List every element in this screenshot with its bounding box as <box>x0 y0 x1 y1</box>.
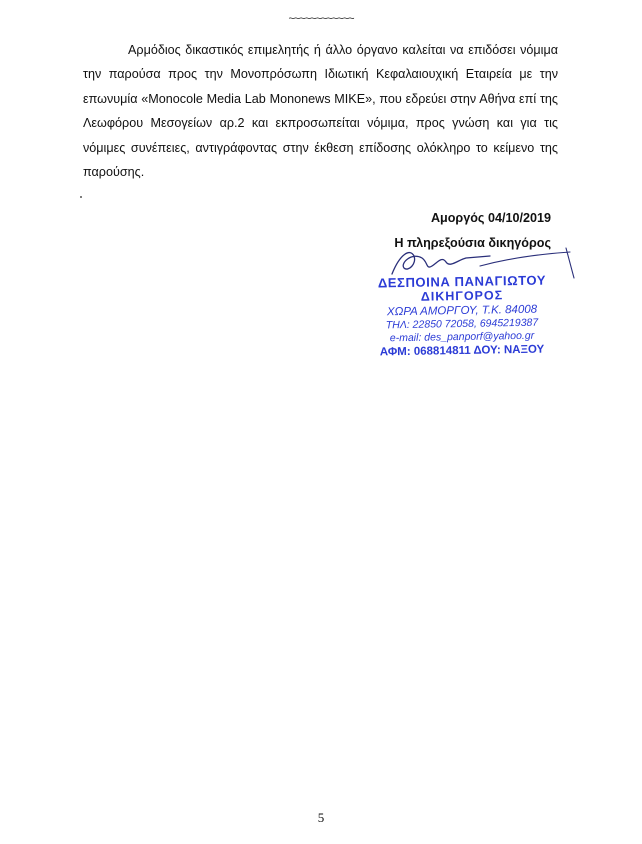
stamp-phone: ΤΗΛ: 22850 72058, 6945219387 <box>385 316 539 332</box>
stamp-name: ΔΕΣΠΟΙΝΑ ΠΑΝΑΓΙΩΤΟΥ <box>377 272 547 291</box>
lawyer-stamp <box>352 272 572 359</box>
stray-mark <box>80 196 82 198</box>
place-date: Αμοργός 04/10/2019 <box>430 211 551 225</box>
separator-line: ~~~~~~~~~~~~ <box>288 13 354 25</box>
stamp-email: e-mail: des_panporf@yahoo.gr <box>389 329 535 345</box>
stamp-address: ΧΩΡΑ ΑΜΟΡΓΟΥ, Τ.Κ. 84008 <box>386 303 538 319</box>
body-paragraph: Αρμόδιος δικαστικός επιμελητής ή άλλο όργανο καλείται να επιδόσει νόμιμα την παρούσα προς την Μονοπρόσωπη Ιδιωτική Κεφαλαιουχική Εταιρεία με την επωνυμία «Monocole Media Lab Mononews ΜΙΚΕ», που εδρεύει στην Αθήνα επί της Λεωφόρου Μεσογείων αρ.2 και εκπροσωπείται νόμιμα, προς γνώση και για τις νόμιμες συνέπειες, αντιγράφοντας στην έκθεση επίδοσης ολόκληρο το κείμενο της παρούσης. <box>83 43 558 180</box>
page-number: 5 <box>317 810 325 825</box>
signature-stroke <box>392 253 490 274</box>
signer-role: Η πληρεξούσια δικηγόρος <box>394 236 551 250</box>
stamp-tax-id: ΑΦΜ: 068814811 ΔΟΥ: ΝΑΞΟΥ <box>379 343 545 359</box>
stamp-title: ΔΙΚΗΓΟΡΟΣ <box>420 288 504 304</box>
